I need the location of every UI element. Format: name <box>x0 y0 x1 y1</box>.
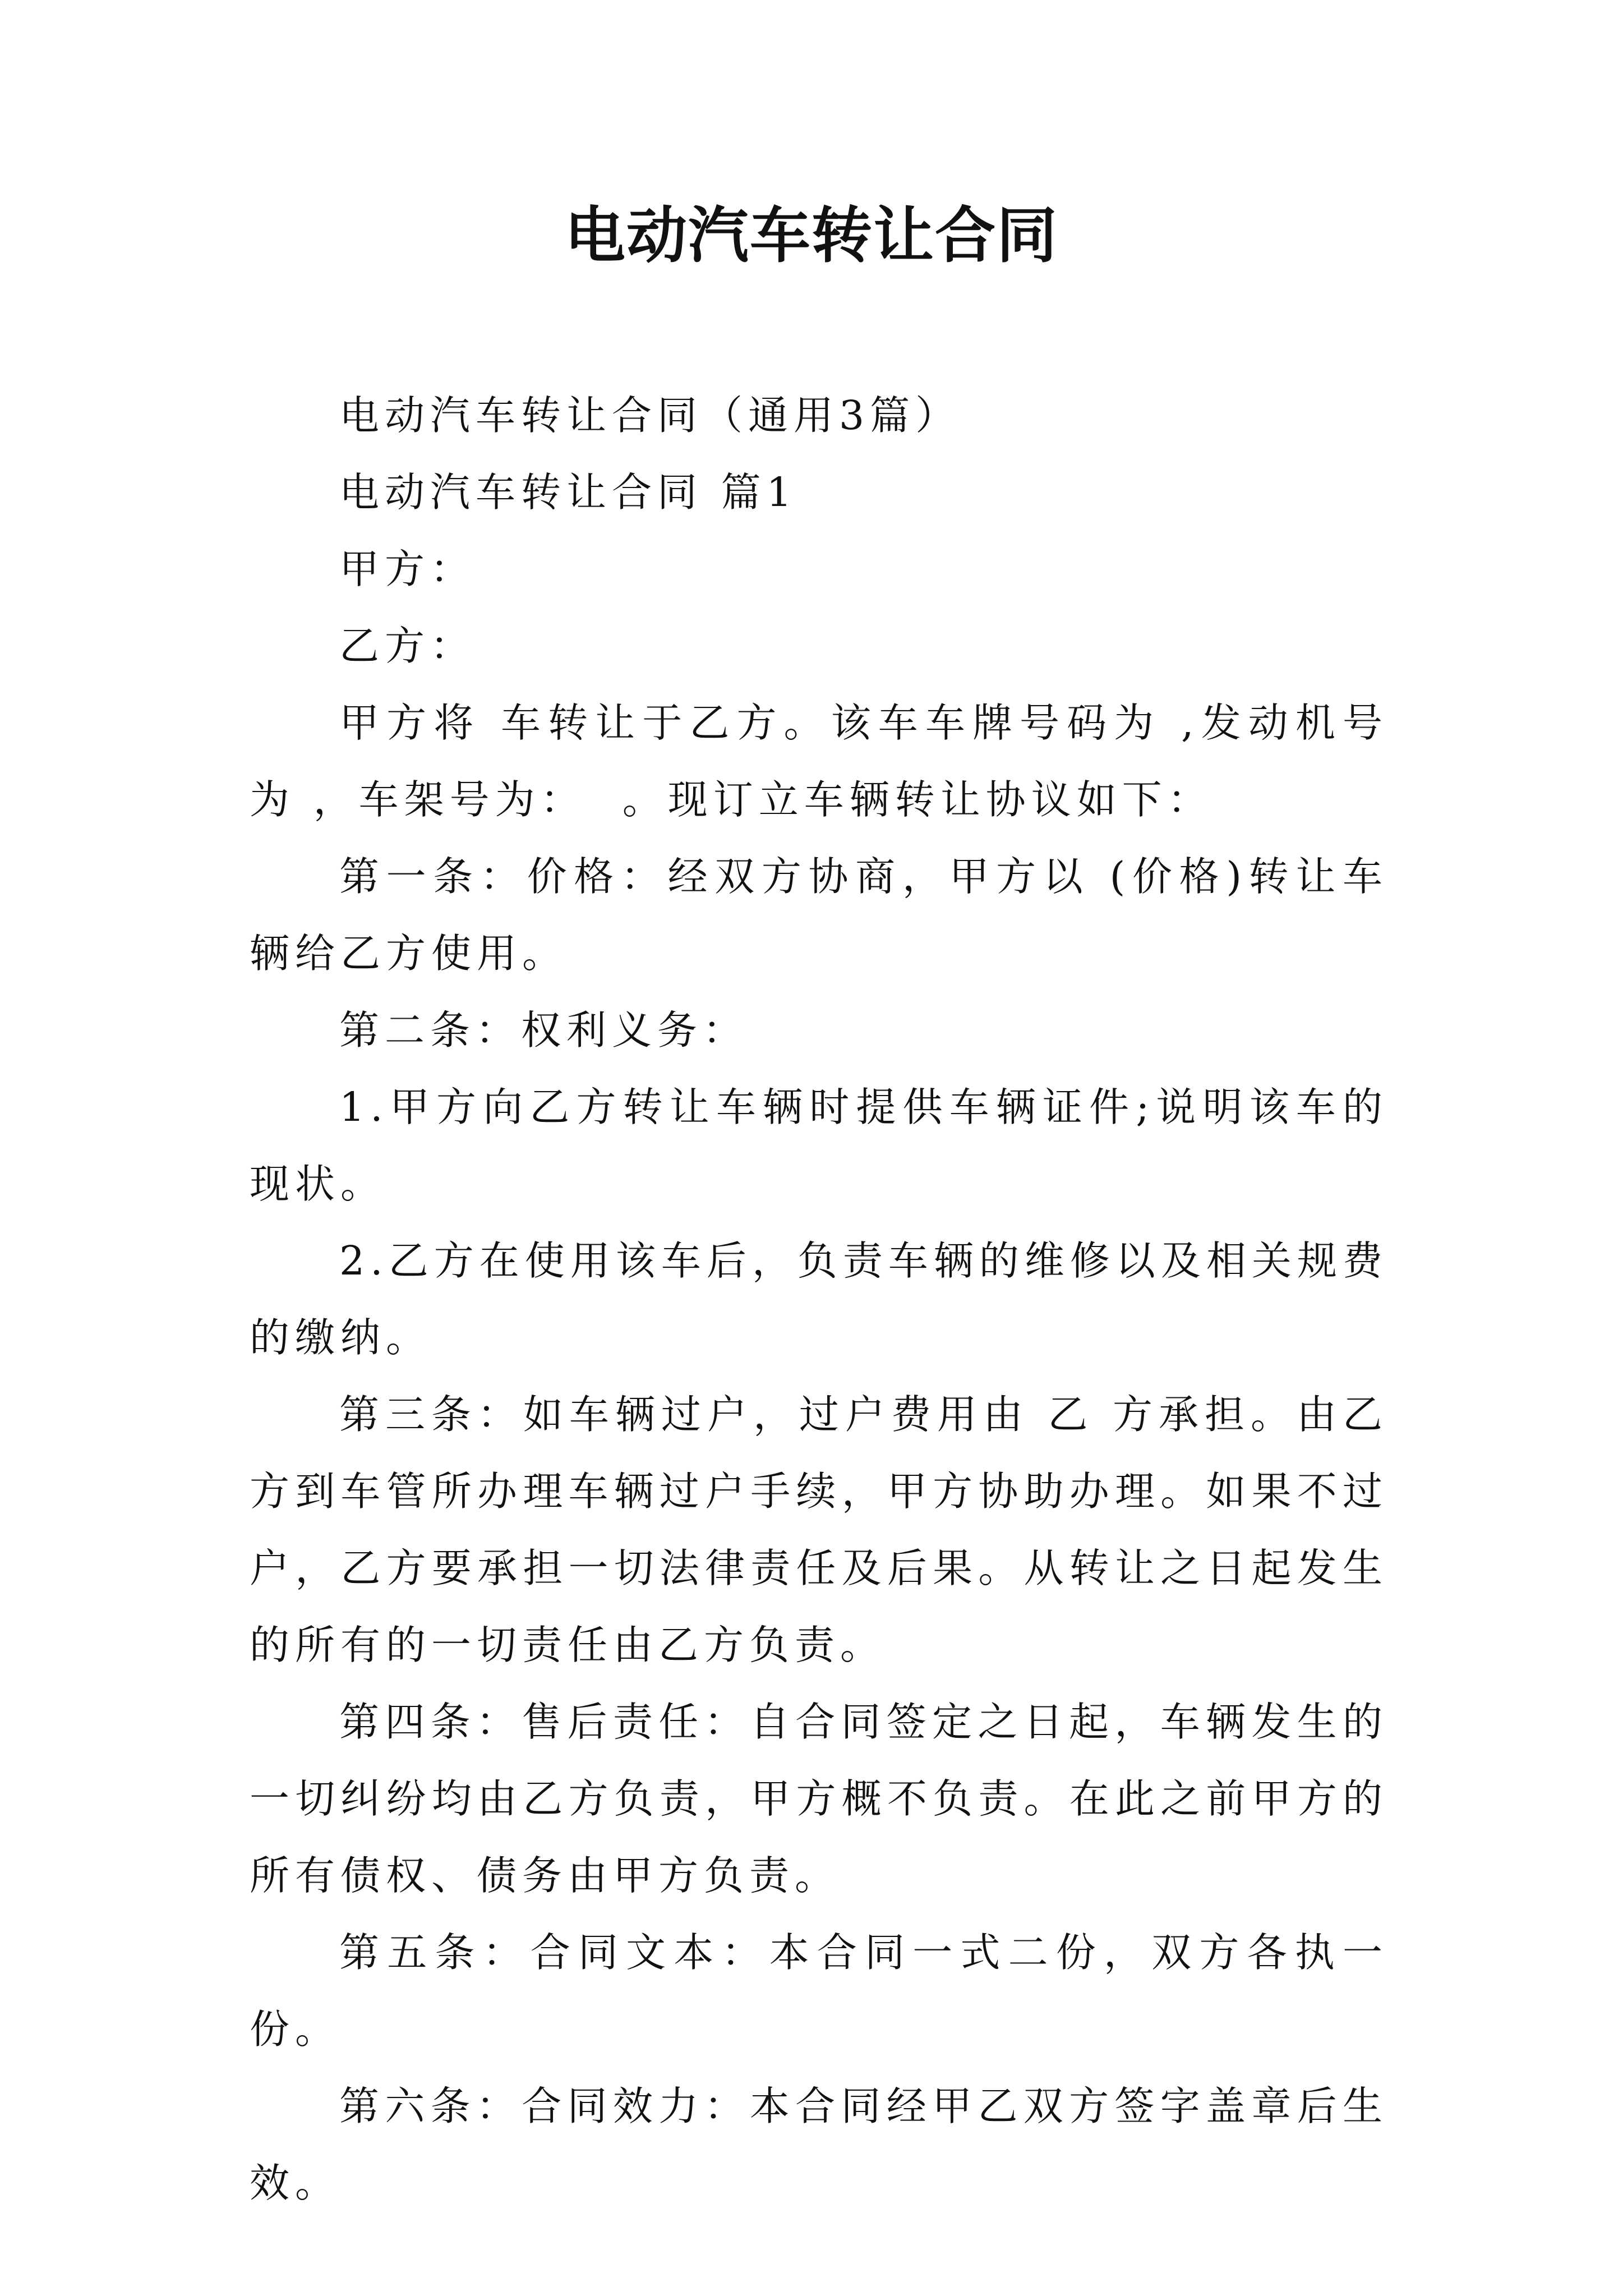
article-2-heading: 第二条：权利义务： <box>339 1007 749 1053</box>
subtitle-line: 电动汽车转让合同（通用3篇） <box>339 392 961 439</box>
document-title: 电动汽车转让合同 <box>564 200 1058 271</box>
article-1-paragraph: 第一条：价格：经双方协商，甲方以 (价格)转让车辆给乙方使用。 <box>250 853 1388 977</box>
party-b-line: 乙方： <box>339 623 476 669</box>
article-4-paragraph: 第四条：售后责任：自合同签定之日起，车辆发生的一切纠纷均由乙方负责，甲方概不负责。在此之前甲方的所有债权、债务由甲方负责。 <box>250 1699 1388 1899</box>
article-6-paragraph: 第六条：合同效力：本合同经甲乙双方签字盖章后生效。 <box>250 2083 1388 2206</box>
article-5-paragraph: 第五条：合同文本：本合同一式二份，双方各执一份。 <box>250 1929 1388 2053</box>
article-2-item-2: 2.乙方在使用该车后，负责车辆的维修以及相关规费的缴纳。 <box>250 1237 1388 1361</box>
document-body <box>250 377 1388 2221</box>
party-a-line: 甲方： <box>339 546 476 592</box>
transfer-intro-paragraph: 甲方将 车转让于乙方。该车车牌号码为 ,发动机号为 ，车架号为： 。现订立车辆转让协议如下： <box>250 700 1388 823</box>
article-3-paragraph: 第三条：如车辆过户，过户费用由 乙 方承担。由乙方到车管所办理车辆过户手续，甲方协助办理。如果不过户，乙方要承担一切法律责任及后果。从转让之日起发生的所有的一切责任由乙方负责。 <box>250 1391 1388 1668</box>
section-heading: 电动汽车转让合同 篇1 <box>339 469 797 516</box>
article-2-item-1: 1.甲方向乙方转让车辆时提供车辆证件;说明该车的现状。 <box>250 1084 1388 1207</box>
